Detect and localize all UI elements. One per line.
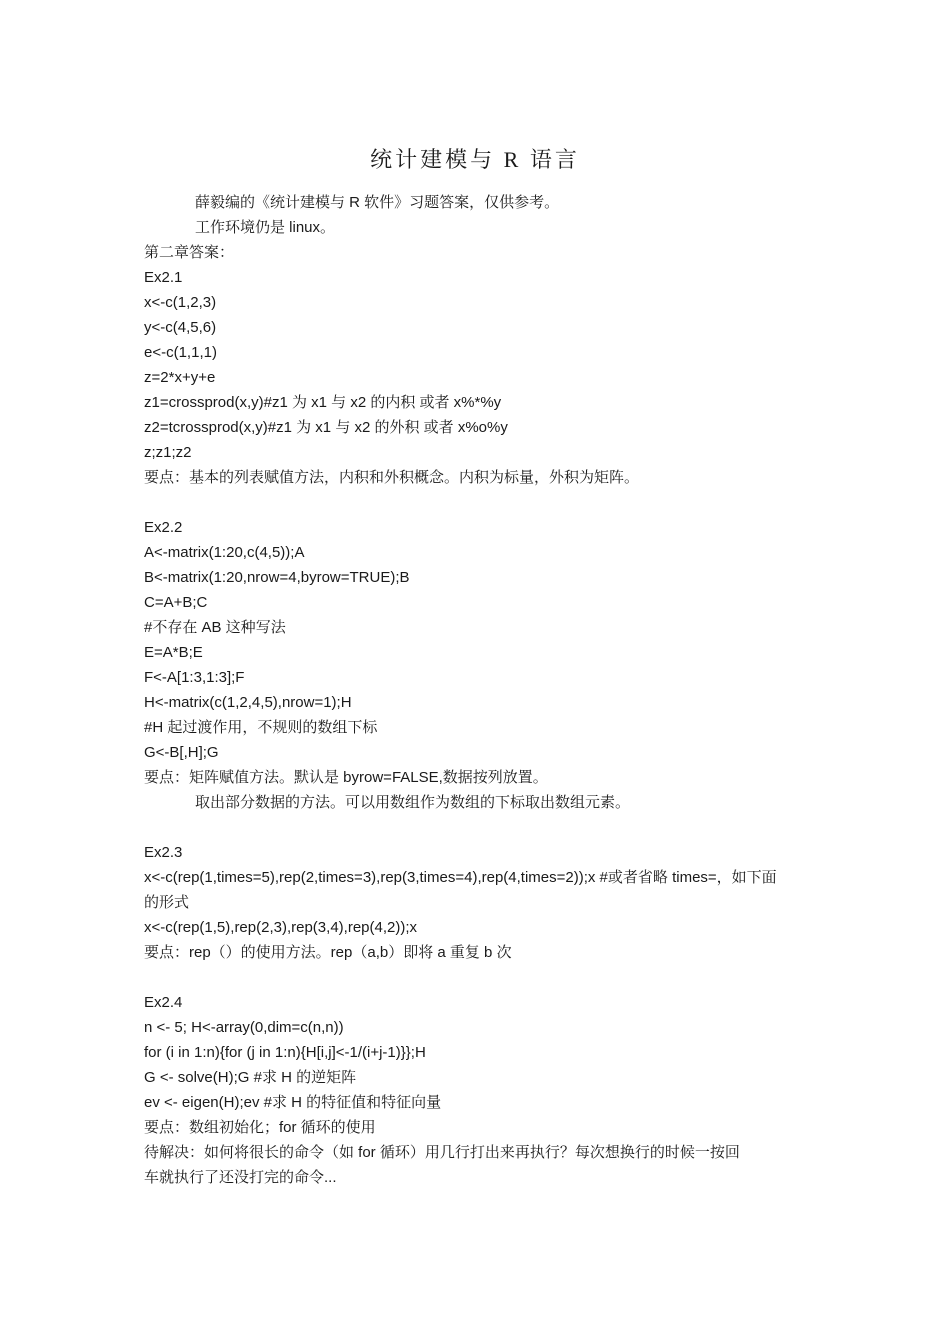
code-line: z2=tcrossprod(x,y)#z1 为 x1 与 x2 的外积 或者 x%o%y <box>144 419 508 436</box>
text-line: 工作环境仍是 linux。 <box>195 219 336 236</box>
exercise-label: Ex2.2 <box>144 519 183 536</box>
code-line: E=A*B;E <box>144 644 203 661</box>
code-line: z;z1;z2 <box>144 444 192 461</box>
code-line: z=2*x+y+e <box>144 369 216 386</box>
exercise-label: Ex2.4 <box>144 994 183 1011</box>
text-line: 薛毅编的《统计建模与 R 软件》习题答案，仅供参考。 <box>195 194 560 211</box>
note-line: 要点：矩阵赋值方法。默认是 byrow=FALSE,数据按列放置。 <box>144 769 548 786</box>
code-line: G <- solve(H);G #求 H 的逆矩阵 <box>144 1069 357 1086</box>
exercise-label: Ex2.1 <box>144 269 183 286</box>
blank-line <box>144 815 812 840</box>
code-line: y<-c(4,5,6) <box>144 319 217 336</box>
code-line: #H 起过渡作用，不规则的数组下标 <box>144 719 378 736</box>
code-line: n <- 5; H<-array(0,dim=c(n,n)) <box>144 1019 344 1036</box>
code-line: B<-matrix(1:20,nrow=4,byrow=TRUE);B <box>144 569 410 586</box>
blank-line <box>144 490 812 515</box>
code-line: e<-c(1,1,1) <box>144 344 217 361</box>
note-line: 取出部分数据的方法。可以用数组作为数组的下标取出数组元素。 <box>195 794 631 811</box>
code-line: 的形式 <box>144 894 190 911</box>
document-title: 统计建模与 R 语言 <box>370 147 580 172</box>
note-line: 车就执行了还没打完的命令... <box>144 1169 337 1186</box>
document-body <box>144 190 812 1190</box>
code-line: C=A+B;C <box>144 594 208 611</box>
note-line: 要点：rep（）的使用方法。rep（a,b）即将 a 重复 b 次 <box>144 944 512 961</box>
code-line: F<-A[1:3,1:3];F <box>144 669 245 686</box>
code-line: for (i in 1:n){for (j in 1:n){H[i,j]<-1/(i+j-1)}};H <box>144 1044 426 1061</box>
code-line: x<-c(1,2,3) <box>144 294 217 311</box>
exercise-label: Ex2.3 <box>144 844 183 861</box>
code-line: #不存在 AB 这种写法 <box>144 619 286 636</box>
note-line: 要点：数组初始化；for 循环的使用 <box>144 1119 376 1136</box>
section-heading: 第二章答案： <box>144 244 235 261</box>
code-line: x<-c(rep(1,times=5),rep(2,times=3),rep(3,times=4),rep(4,times=2));x #或者省略 times=，如下面 <box>144 869 777 886</box>
code-line: x<-c(rep(1,5),rep(2,3),rep(3,4),rep(4,2));x <box>144 919 418 936</box>
code-line: A<-matrix(1:20,c(4,5));A <box>144 544 305 561</box>
code-line: ev <- eigen(H);ev #求 H 的特征值和特征向量 <box>144 1094 442 1111</box>
note-line: 要点：基本的列表赋值方法，内积和外积概念。内积为标量，外积为矩阵。 <box>144 469 640 486</box>
blank-line <box>144 965 812 990</box>
code-line: G<-B[,H];G <box>144 744 219 761</box>
code-line: H<-matrix(c(1,2,4,5),nrow=1);H <box>144 694 352 711</box>
code-line: z1=crossprod(x,y)#z1 为 x1 与 x2 的内积 或者 x%*%y <box>144 394 502 411</box>
note-line: 待解决：如何将很长的命令（如 for 循环）用几行打出来再执行？每次想换行的时候一按回 <box>144 1144 740 1161</box>
